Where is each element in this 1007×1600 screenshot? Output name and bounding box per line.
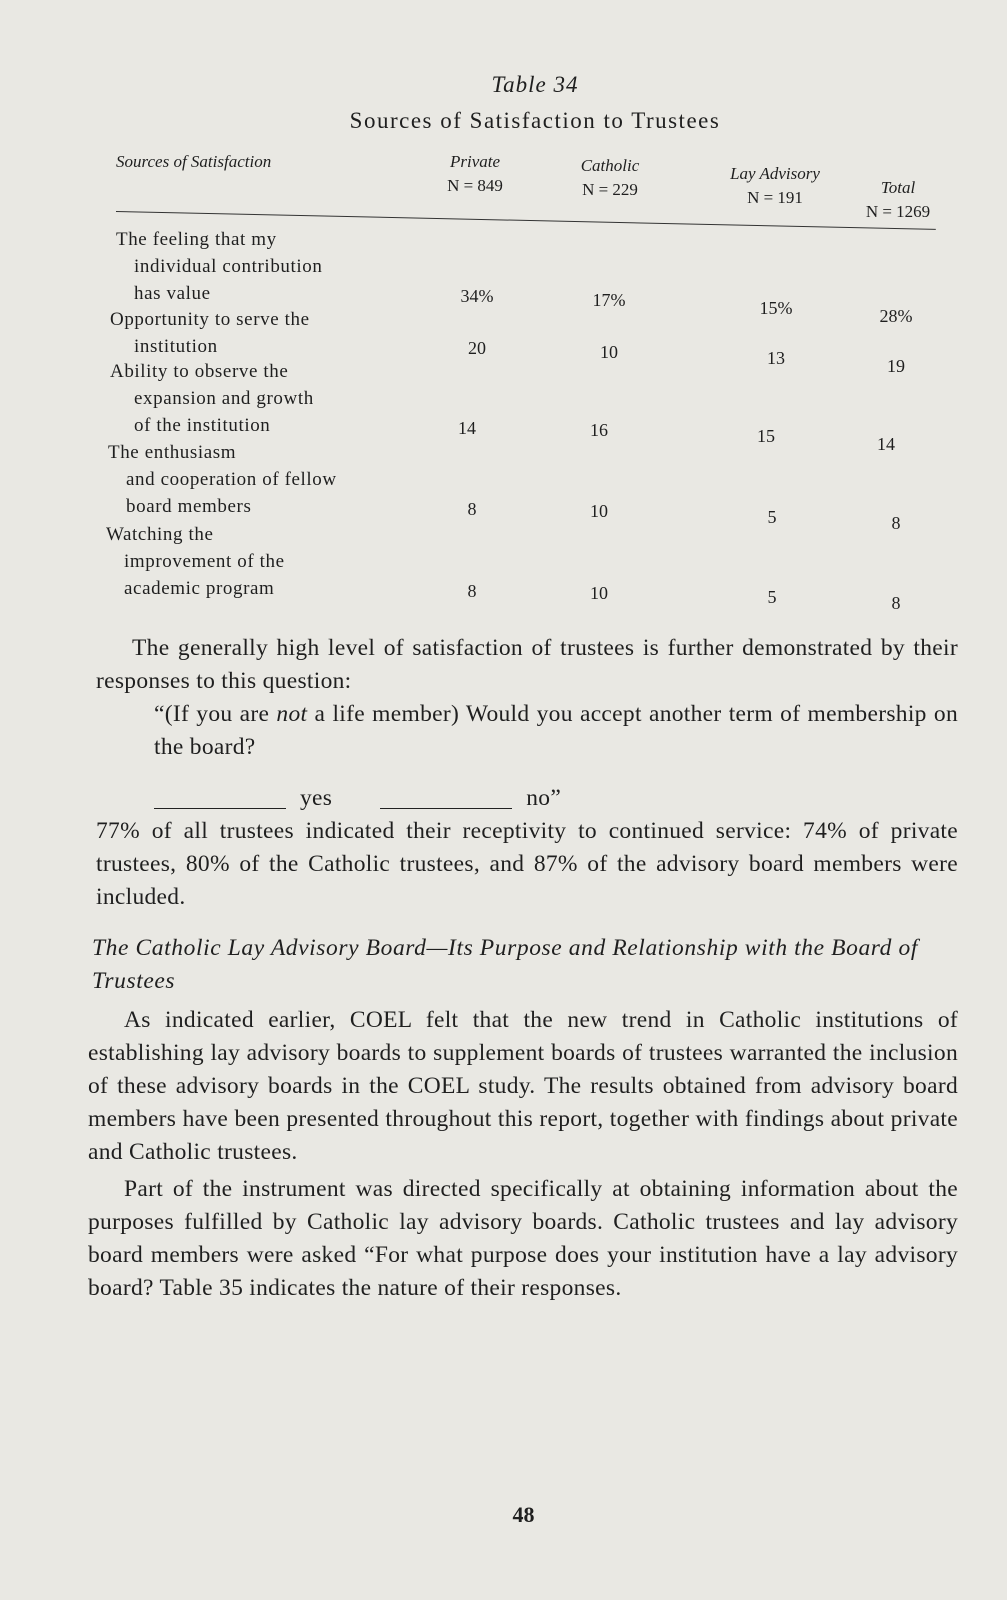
paragraph: 77% of all trustees indicated their receptivity to continued service: 74% of private trustees, 80% of the Catholic trustees, and 87% of the advisory board members were included.: [96, 818, 958, 910]
page-number: 48: [512, 1502, 535, 1527]
table-cell: 8: [467, 499, 477, 519]
table-row-label: Ability to observe the expansion and growth of the institution: [110, 361, 314, 436]
table-cell: 10: [600, 342, 618, 362]
table-cell: 20: [468, 338, 486, 358]
table-cell: 15: [757, 426, 775, 446]
table-cell: 8: [891, 593, 901, 613]
table-cell: 5: [767, 507, 777, 527]
table-cell: 15%: [759, 298, 793, 318]
paragraph: As indicated earlier, COEL felt that the new trend in Catholic institutions of establishing lay advisory boards to supplement boards of trustees warranted the inclusion of these advisory boards in the COEL study. The results obtained from advisory board members have been presented throughout this report, together with findings about private and Catholic trustees.: [88, 1007, 958, 1165]
body-text-block-2: [88, 1004, 958, 1305]
quoted-question: “(If you are not a life member) Would you accept another term of membership on the board?: [154, 701, 958, 760]
table-cell: 10: [590, 501, 608, 521]
table-row-label: Opportunity to serve the institution: [110, 309, 310, 357]
column-header-sources: Sources of Satisfaction: [116, 152, 272, 171]
table-cell: 10: [590, 583, 608, 603]
blank-line: [154, 808, 286, 809]
table-cell: 8: [891, 513, 901, 533]
table-cell: 14: [458, 418, 476, 438]
table-cell: 34%: [460, 286, 494, 306]
column-header-total: Total N = 1269: [865, 178, 931, 221]
column-header-catholic: Catholic N = 229: [580, 156, 640, 199]
paragraph: The generally high level of satisfaction of trustees is further demonstrated by their responses to this question:: [96, 635, 958, 694]
body-text-block-1: [96, 632, 958, 914]
table-title: Table 34: [491, 72, 579, 97]
table-cell: 19: [887, 356, 905, 376]
table-cell: 14: [877, 434, 895, 454]
table-row-label: Watching the improvement of the academic program: [106, 524, 285, 599]
table-subtitle: Sources of Satisfaction to Trustees: [349, 108, 721, 133]
table-cell: 17%: [592, 290, 626, 310]
table-row-label: The feeling that my individual contribution has value: [116, 229, 323, 304]
column-header-private: Private N = 849: [447, 152, 503, 195]
table-cell: 28%: [879, 306, 913, 326]
table-cell: 8: [467, 581, 477, 601]
table-row-label: The enthusiasm and cooperation of fellow board members: [108, 442, 337, 517]
section-heading: The Catholic Lay Advisory Board—Its Purpose and Relationship with the Board of Trustees: [92, 935, 918, 994]
answer-options: yes no”: [96, 782, 958, 815]
table-cell: 5: [767, 587, 777, 607]
table-cell: 13: [767, 348, 785, 368]
blank-line: [380, 808, 512, 809]
table-cell: 16: [590, 420, 608, 440]
paragraph: Part of the instrument was directed specifically at obtaining information about the purposes fulfilled by Catholic lay advisory boards. Catholic trustees and lay advisory board members were asked “For what purpose does your institution have a lay advisory board? Table 35 indicates the nature of their responses.: [88, 1176, 958, 1301]
column-header-lay-advisory: Lay Advisory N = 191: [730, 164, 820, 207]
